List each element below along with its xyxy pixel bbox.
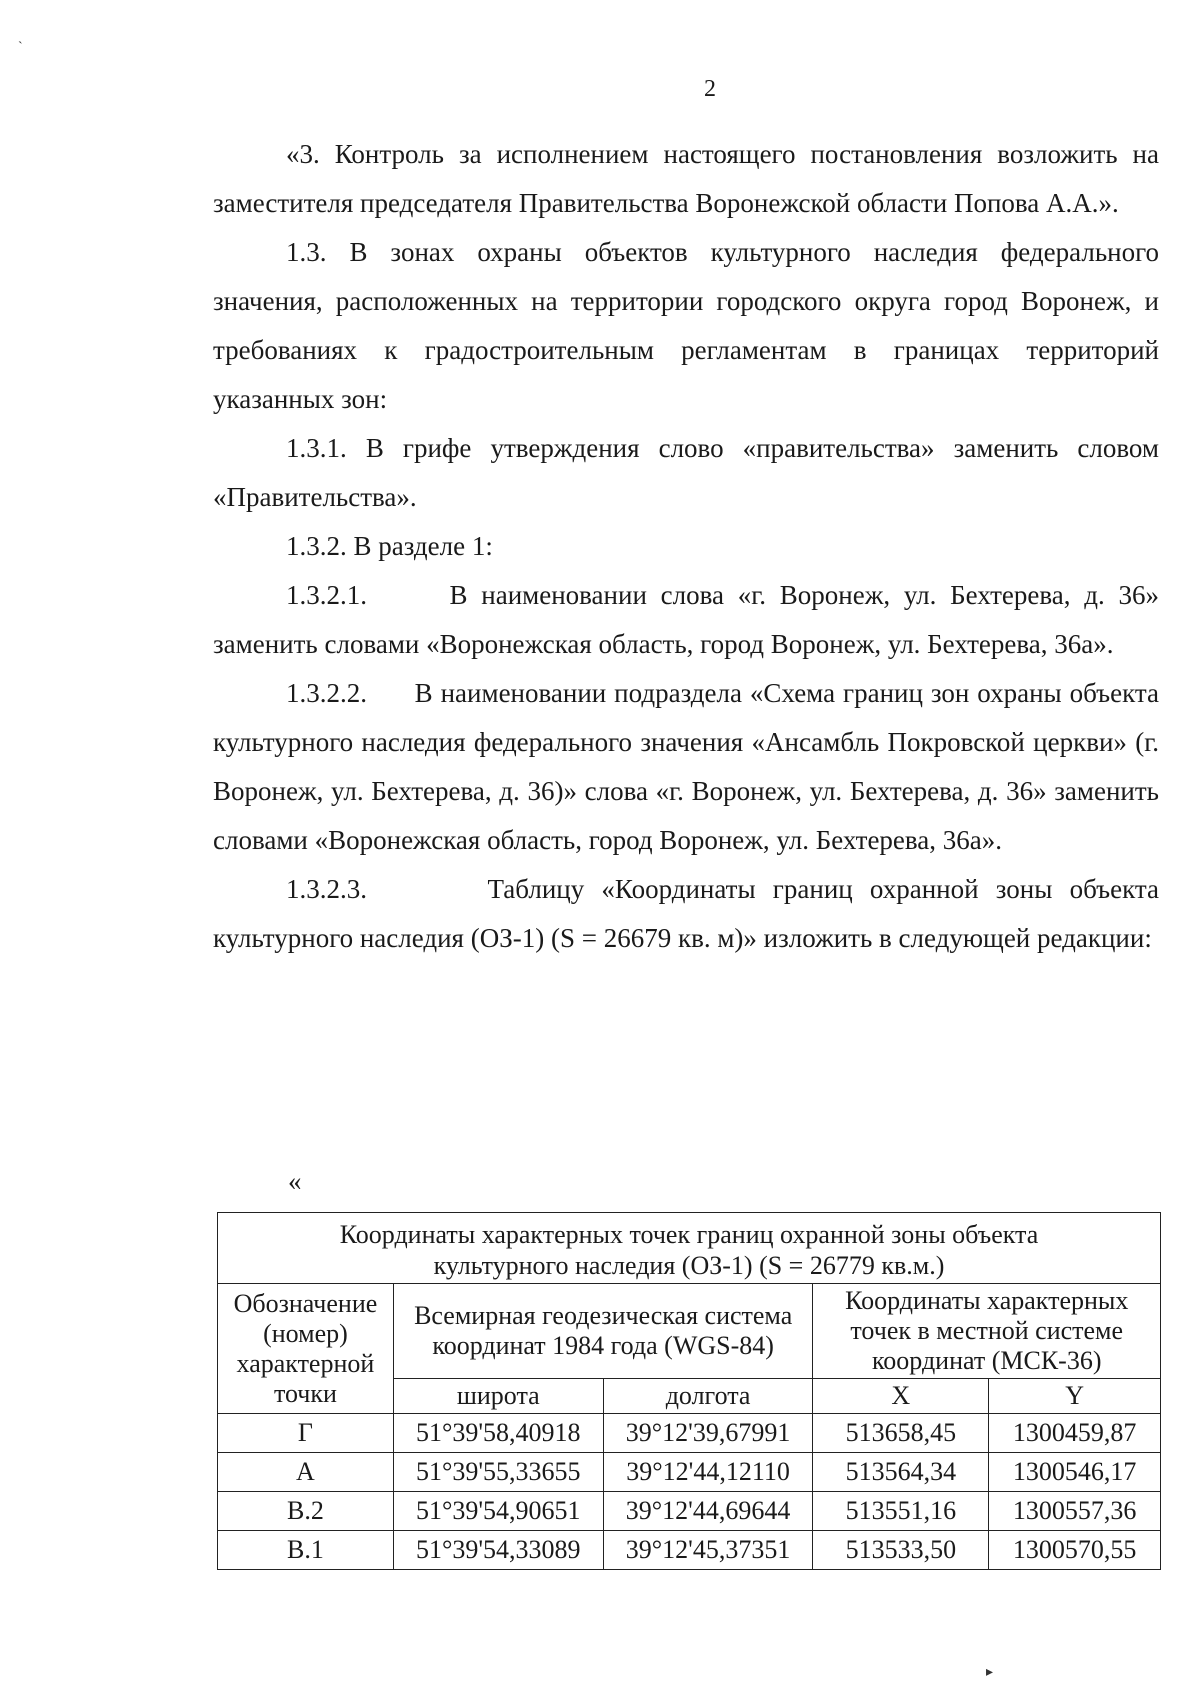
table-header-row — [218, 1284, 1161, 1379]
subheader-longitude: долгота — [603, 1379, 813, 1414]
cell-x: 513551,16 — [813, 1492, 989, 1531]
subheader-y: Y — [989, 1379, 1161, 1414]
cell-point: А — [218, 1453, 394, 1492]
table-title-line-1: Координаты характерных точек границ охранной зоны объекта — [339, 1220, 1039, 1249]
paragraph-1-3: 1.3. В зонах охраны объектов культурного наследия федерального значения, расположенных на территории городского округа город Воронеж, и требованиях к градостроительным регламентам в границах территорий указанных зон: — [213, 237, 1159, 414]
table-title-line-2: культурного наследия (ОЗ-1) (S = 26779 кв.м.) — [433, 1251, 945, 1280]
cell-point: Г — [218, 1414, 394, 1453]
cell-longitude: 39°12'39,67991 — [603, 1414, 813, 1453]
cell-x: 513658,45 — [813, 1414, 989, 1453]
cell-x: 513533,50 — [813, 1531, 989, 1570]
paragraph-1-3-2-2: 1.3.2.2. В наименовании подраздела «Схема границ зон охраны объекта культурного наследия федерального значения «Ансамбль Покровской церкви» (г. Воронеж, ул. Бехтерева, д. 36)» слова «г. Воронеж, ул. Бехтерева, д. 36» заменить словами «Воронежская область, город Воронеж, ул. Бехтерева, 36а». — [213, 678, 1166, 855]
subheader-latitude: широта — [393, 1379, 603, 1414]
header-point-designation: Обозначение (номер) характерной точки — [218, 1284, 394, 1414]
cell-y: 1300546,17 — [989, 1453, 1161, 1492]
table-title — [218, 1213, 1161, 1284]
body-text — [213, 130, 1166, 963]
cell-point: В.1 — [218, 1531, 394, 1570]
cell-latitude: 51°39'58,40918 — [393, 1414, 603, 1453]
cell-y: 1300459,87 — [989, 1414, 1161, 1453]
coordinates-table — [217, 1212, 1161, 1570]
cell-latitude: 51°39'54,90651 — [393, 1492, 603, 1531]
cell-longitude: 39°12'45,37351 — [603, 1531, 813, 1570]
paragraph-1-3-2-3: 1.3.2.3. Таблицу «Координаты границ охранной зоны объекта культурного наследия (ОЗ-1) (S = 26679 кв. м)» изложить в следующей редакции: — [213, 874, 1166, 953]
subheader-x: X — [813, 1379, 989, 1414]
table-row — [218, 1531, 1161, 1570]
cell-x: 513564,34 — [813, 1453, 989, 1492]
cell-longitude: 39°12'44,69644 — [603, 1492, 813, 1531]
table-title-row — [218, 1213, 1161, 1284]
scan-speck: ` — [18, 40, 23, 55]
paragraph-1-3-2: 1.3.2. В разделе 1: — [286, 531, 493, 561]
cell-longitude: 39°12'44,12110 — [603, 1453, 813, 1492]
cell-y: 1300570,55 — [989, 1531, 1161, 1570]
header-msk36: Координаты характерных точек в местной системе координат (МСК-36) — [813, 1284, 1161, 1379]
paragraph-1-3-1: 1.3.1. В грифе утверждения слово «правительства» заменить словом «Правительства». — [213, 433, 1159, 512]
cell-y: 1300557,36 — [989, 1492, 1161, 1531]
table-row — [218, 1492, 1161, 1531]
opening-quote: « — [288, 1166, 302, 1196]
table-row — [218, 1453, 1161, 1492]
cell-latitude: 51°39'55,33655 — [393, 1453, 603, 1492]
paragraph-1: «3. Контроль за исполнением настоящего постановления возложить на заместителя председателя Правительства Воронежской области Попова А.А.». — [213, 139, 1159, 218]
table-row — [218, 1414, 1161, 1453]
cell-latitude: 51°39'54,33089 — [393, 1531, 603, 1570]
paragraph-1-3-2-1: 1.3.2.1. В наименовании слова «г. Воронеж, ул. Бехтерева, д. 36» заменить словами «Воронежская область, город Воронеж, ул. Бехтерева, 36а». — [213, 580, 1166, 659]
header-wgs84: Всемирная геодезическая система координат 1984 года (WGS-84) — [393, 1284, 813, 1379]
cell-point: В.2 — [218, 1492, 394, 1531]
scan-speck: ▸ — [986, 1665, 994, 1680]
page-number: 2 — [704, 76, 716, 102]
